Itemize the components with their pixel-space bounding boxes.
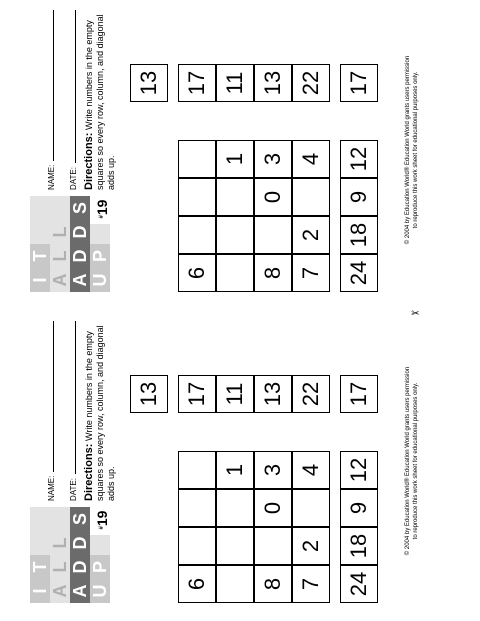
title-blank: [30, 531, 50, 555]
row-sum-cell: 17: [178, 64, 216, 102]
title-letter: U: [90, 268, 110, 292]
column-sum-cell: 12: [340, 451, 378, 489]
title-letter: U: [90, 579, 110, 603]
column-sum-cell: 12: [340, 140, 378, 178]
name-field[interactable]: NAME:: [34, 10, 56, 190]
grid-cell[interactable]: [292, 489, 330, 527]
grid-cell[interactable]: 3: [254, 140, 292, 178]
grid-cell[interactable]: [216, 527, 254, 565]
grid-cell[interactable]: 2: [292, 216, 330, 254]
title-letter: I: [30, 579, 50, 603]
column-sum-cell: 18: [340, 527, 378, 565]
title-blank: [50, 507, 70, 531]
grid-cell[interactable]: [216, 178, 254, 216]
worksheet-copy-2: [0, 0, 480, 310]
row-sum-cell: 11: [216, 64, 254, 102]
grid-cell[interactable]: 0: [254, 178, 292, 216]
grid-cell[interactable]: 6: [178, 254, 216, 292]
grid-cell[interactable]: [178, 216, 216, 254]
row-sum-cell: 13: [254, 375, 292, 413]
grid-cell[interactable]: 8: [254, 565, 292, 603]
grid-cell[interactable]: 7: [292, 565, 330, 603]
grid-cell[interactable]: [178, 140, 216, 178]
name-date-fields: [34, 321, 78, 501]
diagonal-sum-cell: 17: [340, 375, 378, 413]
column-sum-cell: 18: [340, 216, 378, 254]
grid-cell[interactable]: [178, 527, 216, 565]
title-letter: S: [70, 196, 90, 220]
diagonal-sum-cell: 13: [130, 64, 168, 102]
title-letter: P: [90, 244, 110, 268]
diagonal-sum-cell: 13: [130, 375, 168, 413]
grid-cell[interactable]: 3: [254, 451, 292, 489]
title-letter: A: [50, 579, 70, 603]
title-letter: I: [30, 268, 50, 292]
title-letter: T: [30, 244, 50, 268]
grid-cell[interactable]: 1: [216, 451, 254, 489]
title-letter: D: [70, 555, 90, 579]
title-letter: L: [50, 220, 70, 244]
grid-cell[interactable]: [216, 254, 254, 292]
grid-cell[interactable]: 7: [292, 254, 330, 292]
scissors-icon: ✂: [411, 308, 420, 320]
grid-cell[interactable]: 0: [254, 489, 292, 527]
title-letter: S: [70, 507, 90, 531]
title-letter: L: [50, 531, 70, 555]
title-letter: D: [70, 531, 90, 555]
column-sum-cell: 9: [340, 489, 378, 527]
grid-cell[interactable]: [216, 565, 254, 603]
directions: Directions: Write numbers in the empty squares so every row, column, and diagonal adds up.: [83, 14, 116, 190]
title-blank: [30, 196, 50, 220]
title-letter: D: [70, 244, 90, 268]
grid-cell[interactable]: 4: [292, 140, 330, 178]
grid-cell[interactable]: [216, 489, 254, 527]
diagonal-sum-cell: 17: [340, 64, 378, 102]
copyright-footer: © 2004 by Education World® Education World grants users permission to reproduce this work sheet for educational purposes only.: [405, 366, 419, 556]
grid-cell[interactable]: [178, 489, 216, 527]
grid-cell[interactable]: 8: [254, 254, 292, 292]
row-sum-cell: 13: [254, 64, 292, 102]
grid-cell[interactable]: 6: [178, 565, 216, 603]
grid-cell[interactable]: [292, 178, 330, 216]
date-field[interactable]: DATE:: [56, 321, 78, 501]
title-block: [30, 507, 110, 603]
title-letter: P: [90, 555, 110, 579]
title-letter: A: [70, 579, 90, 603]
column-sum-cell: 24: [340, 565, 378, 603]
worksheet-number: #19: [92, 196, 112, 222]
title-letter: L: [50, 244, 70, 268]
worksheet-number: #19: [92, 507, 112, 533]
title-letter: L: [50, 555, 70, 579]
grid-cell[interactable]: [254, 216, 292, 254]
title-letter: D: [70, 220, 90, 244]
grid-cell[interactable]: 2: [292, 527, 330, 565]
title-letter: T: [30, 555, 50, 579]
worksheet-copy-1: [0, 311, 480, 621]
grid-cell[interactable]: 1: [216, 140, 254, 178]
row-sum-cell: 22: [292, 375, 330, 413]
column-sum-cell: 9: [340, 178, 378, 216]
title-blank: [30, 507, 50, 531]
date-field[interactable]: DATE:: [56, 10, 78, 190]
title-letter: A: [50, 268, 70, 292]
row-sum-cell: 22: [292, 64, 330, 102]
title-blank: [30, 220, 50, 244]
row-sum-cell: 17: [178, 375, 216, 413]
grid-cell[interactable]: [178, 178, 216, 216]
title-block: [30, 196, 110, 292]
grid-cell[interactable]: [216, 216, 254, 254]
title-blank: [90, 224, 110, 244]
title-letter: A: [70, 268, 90, 292]
grid-cell[interactable]: 4: [292, 451, 330, 489]
column-sum-cell: 24: [340, 254, 378, 292]
title-blank: [90, 535, 110, 555]
grid-cell[interactable]: [254, 527, 292, 565]
copyright-footer: © 2004 by Education World® Education World grants users permission to reproduce this work sheet for educational purposes only.: [405, 55, 419, 245]
name-date-fields: [34, 10, 78, 190]
grid-cell[interactable]: [178, 451, 216, 489]
title-blank: [50, 196, 70, 220]
directions: Directions: Write numbers in the empty squares so every row, column, and diagonal adds up.: [83, 325, 116, 501]
row-sum-cell: 11: [216, 375, 254, 413]
name-field[interactable]: NAME:: [34, 321, 56, 501]
